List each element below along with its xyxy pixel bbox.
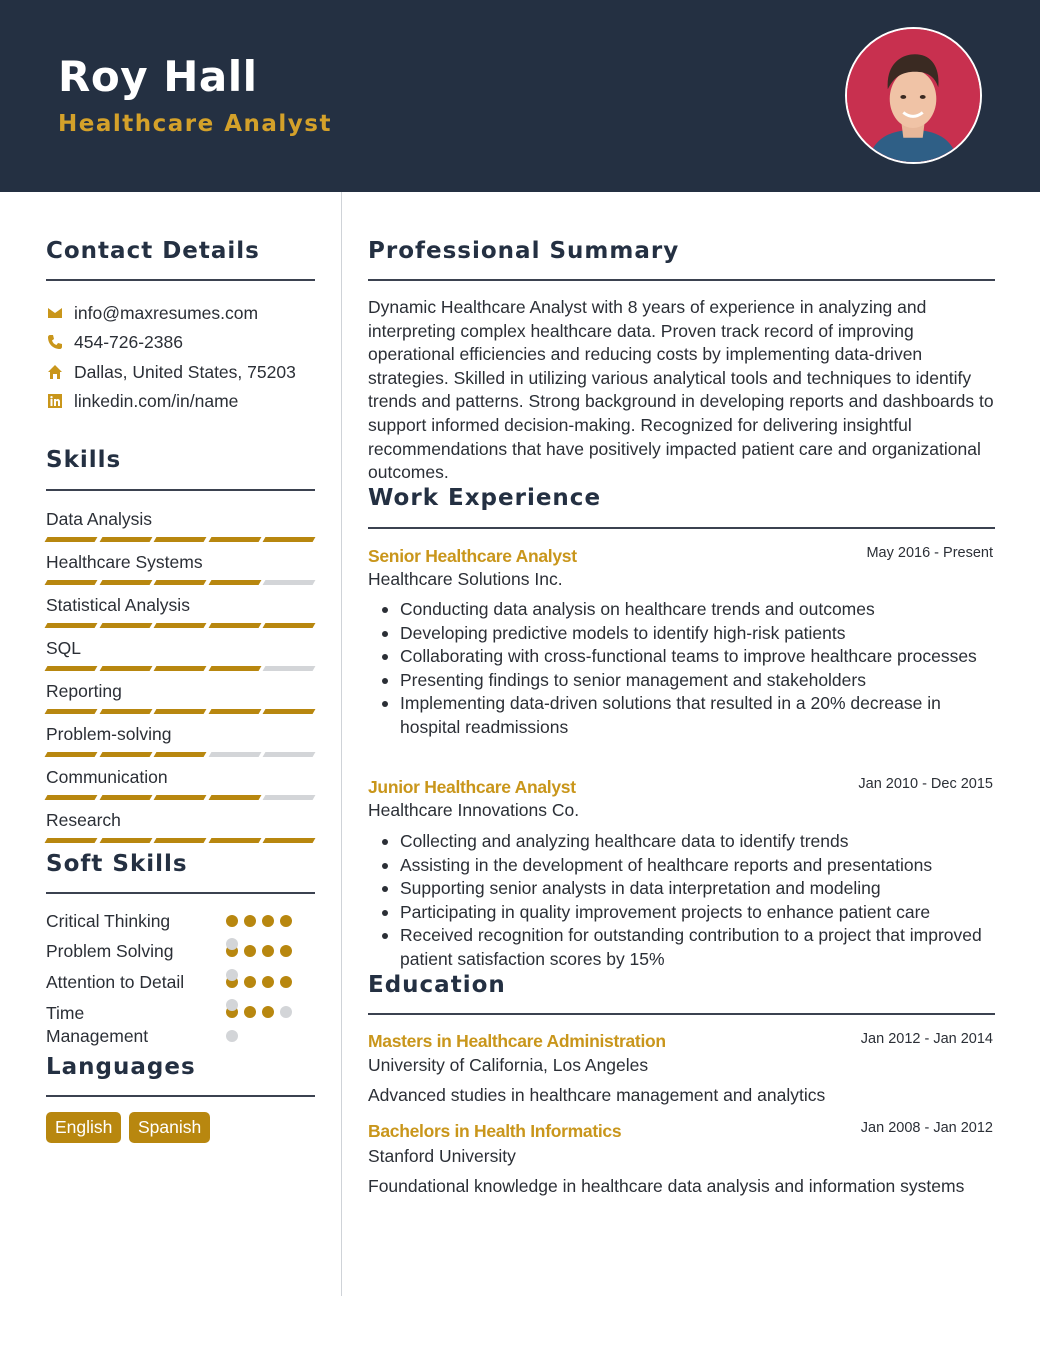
- rating-dot: [244, 945, 256, 957]
- degree-title: Bachelors in Health Informatics: [368, 1121, 622, 1141]
- soft-skill-label-line: Management: [46, 1026, 149, 1046]
- rating-dot-artifact: [226, 999, 238, 1011]
- skill-level-bar: [46, 666, 314, 671]
- skill-label: Communication: [46, 767, 168, 787]
- education-rule: [368, 1013, 995, 1015]
- school-name: University of California, Los Angeles: [368, 1055, 649, 1075]
- rating-dot: [280, 915, 292, 927]
- rating-dot: [226, 915, 238, 927]
- skill-level-segment: [45, 709, 97, 714]
- degree-dates: Jan 2012 - Jan 2014: [860, 1031, 993, 1047]
- soft-skills-rule: [46, 892, 315, 894]
- skill-level-segment: [208, 752, 260, 757]
- home-icon: [46, 363, 64, 381]
- job-dates: May 2016 - Present: [866, 545, 993, 561]
- skill-level-segment: [263, 838, 315, 843]
- summary-rule: [368, 279, 995, 281]
- candidate-name: Roy Hall: [58, 52, 258, 101]
- linkedin-icon: [46, 392, 64, 410]
- contact-email[interactable]: [46, 301, 258, 325]
- contact-linkedin[interactable]: [46, 389, 238, 413]
- rating-dot-artifact: [226, 969, 238, 981]
- skill-label: Statistical Analysis: [46, 595, 190, 615]
- skill-level-segment: [263, 666, 315, 671]
- language-badge: Spanish: [129, 1112, 210, 1143]
- skill-level-segment: [154, 580, 206, 585]
- rating-dot: [262, 945, 274, 957]
- phone-icon: [46, 333, 64, 351]
- rating-dot: [262, 915, 274, 927]
- skills-rule: [46, 489, 315, 491]
- skill-level-segment: [45, 666, 97, 671]
- job-bullet: Received recognition for outstanding contribution to a project that improved patient satisfaction scores by 15%: [368, 924, 998, 971]
- skill-level-segment: [208, 537, 260, 542]
- skill-label: Research: [46, 810, 121, 830]
- skill-level-segment: [208, 580, 260, 585]
- skill-level-segment: [99, 666, 151, 671]
- skill-level-segment: [99, 795, 151, 800]
- skill-item: [46, 550, 314, 585]
- skill-level-segment: [45, 580, 97, 585]
- skill-level-segment: [45, 795, 97, 800]
- summary-heading: Professional Summary: [368, 238, 680, 264]
- job-bullet: Supporting senior analysts in data interpretation and modeling: [368, 877, 998, 901]
- job-bullets: [368, 830, 998, 972]
- skill-level-bar: [46, 580, 314, 585]
- skill-label: Healthcare Systems: [46, 552, 203, 572]
- skill-level-segment: [99, 580, 151, 585]
- skill-level-segment: [45, 752, 97, 757]
- skill-level-bar: [46, 623, 314, 628]
- skill-level-segment: [208, 795, 260, 800]
- soft-skill-label-line: Time: [46, 1003, 85, 1023]
- experience-rule: [368, 527, 995, 529]
- degree-title: Masters in Healthcare Administration: [368, 1031, 666, 1051]
- rating-dot: [280, 945, 292, 957]
- soft-skill-label: [46, 1002, 148, 1048]
- job-bullet: Collecting and analyzing healthcare data to identify trends: [368, 830, 998, 854]
- skills-heading: Skills: [46, 447, 122, 473]
- soft-skill-label: Attention to Detail: [46, 972, 185, 992]
- contact-linkedin-text: linkedin.com/in/name: [74, 390, 239, 411]
- rating-dot: [244, 915, 256, 927]
- skill-level-segment: [154, 838, 206, 843]
- contact-address-text: Dallas, United States, 75203: [74, 361, 296, 382]
- avatar: [845, 27, 982, 164]
- skill-level-segment: [154, 666, 206, 671]
- skill-level-bar: [46, 709, 314, 714]
- skill-label: Reporting: [46, 681, 122, 701]
- languages-heading: Languages: [46, 1054, 196, 1080]
- column-divider: [341, 192, 342, 1296]
- rating-dot-artifact: [226, 938, 238, 950]
- skill-level-segment: [99, 537, 151, 542]
- skill-level-segment: [154, 752, 206, 757]
- skill-level-segment: [263, 623, 315, 628]
- soft-skills-heading: Soft Skills: [46, 851, 188, 877]
- skill-level-segment: [154, 709, 206, 714]
- skill-item: [46, 808, 314, 843]
- degree-description: Foundational knowledge in healthcare data analysis and information systems: [368, 1176, 965, 1196]
- job-bullet: Implementing data-driven solutions that resulted in a 20% decrease in hospital readmissions: [368, 692, 998, 739]
- job-company: Healthcare Solutions Inc.: [368, 569, 563, 589]
- language-badge: English: [46, 1112, 121, 1143]
- degree-dates: Jan 2008 - Jan 2012: [860, 1120, 993, 1136]
- contact-address: [46, 360, 296, 384]
- header-banner: [0, 0, 1040, 192]
- skill-level-bar: [46, 752, 314, 757]
- skill-level-bar: [46, 537, 314, 542]
- skill-level-segment: [45, 838, 97, 843]
- rating-dot: [244, 976, 256, 988]
- education-heading: Education: [368, 972, 506, 998]
- skill-item: [46, 722, 314, 757]
- job-bullet: Developing predictive models to identify high-risk patients: [368, 622, 998, 646]
- skill-level-segment: [263, 537, 315, 542]
- skill-level-segment: [45, 623, 97, 628]
- school-name: Stanford University: [368, 1146, 516, 1166]
- skill-label: Problem-solving: [46, 724, 172, 744]
- skill-level-segment: [99, 838, 151, 843]
- skill-label: SQL: [46, 638, 82, 658]
- rating-dot: [262, 1006, 274, 1018]
- soft-skill-rating: [226, 915, 292, 927]
- candidate-title: Healthcare Analyst: [58, 111, 332, 137]
- skill-level-segment: [208, 709, 260, 714]
- skill-level-segment: [208, 666, 260, 671]
- skill-level-segment: [99, 623, 151, 628]
- contact-phone-text: 454-726-2386: [74, 331, 183, 352]
- job-bullet: Conducting data analysis on healthcare trends and outcomes: [368, 598, 998, 622]
- soft-skill-label: Critical Thinking: [46, 911, 171, 931]
- job-bullet: Collaborating with cross-functional teams to improve healthcare processes: [368, 645, 998, 669]
- job-bullet: Presenting findings to senior management and stakeholders: [368, 669, 998, 693]
- skill-level-segment: [263, 752, 315, 757]
- summary-text: Dynamic Healthcare Analyst with 8 years of experience in analyzing and interpreting complex healthcare data. Proven track record of improving operational efficiencies and reducing costs by implementing data-driven strategies. Skilled in utilizing various analytical tools and techniques to identify trends and patterns. Strong background in developing reports and dashboards to support informed decision-making. Recognized for delivering insightful recommendations that have positively impacted patient care and organizational outcomes.: [368, 297, 994, 483]
- skill-level-segment: [99, 752, 151, 757]
- skill-item: [46, 765, 314, 800]
- skill-level-segment: [263, 709, 315, 714]
- rating-dot-artifact: [226, 1030, 238, 1042]
- experience-heading: Work Experience: [368, 485, 602, 511]
- job-title: Senior Healthcare Analyst: [368, 546, 577, 566]
- rating-dot: [262, 976, 274, 988]
- job-bullet: Participating in quality improvement projects to enhance patient care: [368, 901, 998, 925]
- job-bullets: [368, 598, 998, 740]
- skill-item: [46, 679, 314, 714]
- job-title: Junior Healthcare Analyst: [368, 777, 576, 797]
- skill-item: [46, 593, 314, 628]
- contact-rule: [46, 279, 315, 281]
- skill-level-segment: [208, 623, 260, 628]
- job-company: Healthcare Innovations Co.: [368, 800, 580, 820]
- degree-description: Advanced studies in healthcare management and analytics: [368, 1085, 826, 1105]
- soft-skill-label: Problem Solving: [46, 941, 174, 961]
- skill-item: [46, 636, 314, 671]
- skill-level-bar: [46, 838, 314, 843]
- profile-photo-icon: [847, 29, 980, 162]
- job-bullet: Assisting in the development of healthcare reports and presentations: [368, 854, 998, 878]
- skill-level-segment: [154, 623, 206, 628]
- skill-level-segment: [263, 795, 315, 800]
- rating-dot: [244, 1006, 256, 1018]
- job-dates: Jan 2010 - Dec 2015: [858, 776, 993, 792]
- contact-phone[interactable]: [46, 330, 183, 354]
- contact-heading: Contact Details: [46, 238, 260, 264]
- skill-item: [46, 507, 314, 542]
- envelope-icon: [46, 304, 64, 322]
- skill-level-segment: [154, 537, 206, 542]
- skill-level-segment: [208, 838, 260, 843]
- skill-level-segment: [45, 537, 97, 542]
- skill-level-segment: [154, 795, 206, 800]
- languages-rule: [46, 1095, 315, 1097]
- skill-level-bar: [46, 795, 314, 800]
- skill-level-segment: [263, 580, 315, 585]
- rating-dot: [280, 1006, 292, 1018]
- skill-level-segment: [99, 709, 151, 714]
- rating-dot: [280, 976, 292, 988]
- skill-label: Data Analysis: [46, 509, 153, 529]
- contact-email-text: info@maxresumes.com: [74, 302, 259, 323]
